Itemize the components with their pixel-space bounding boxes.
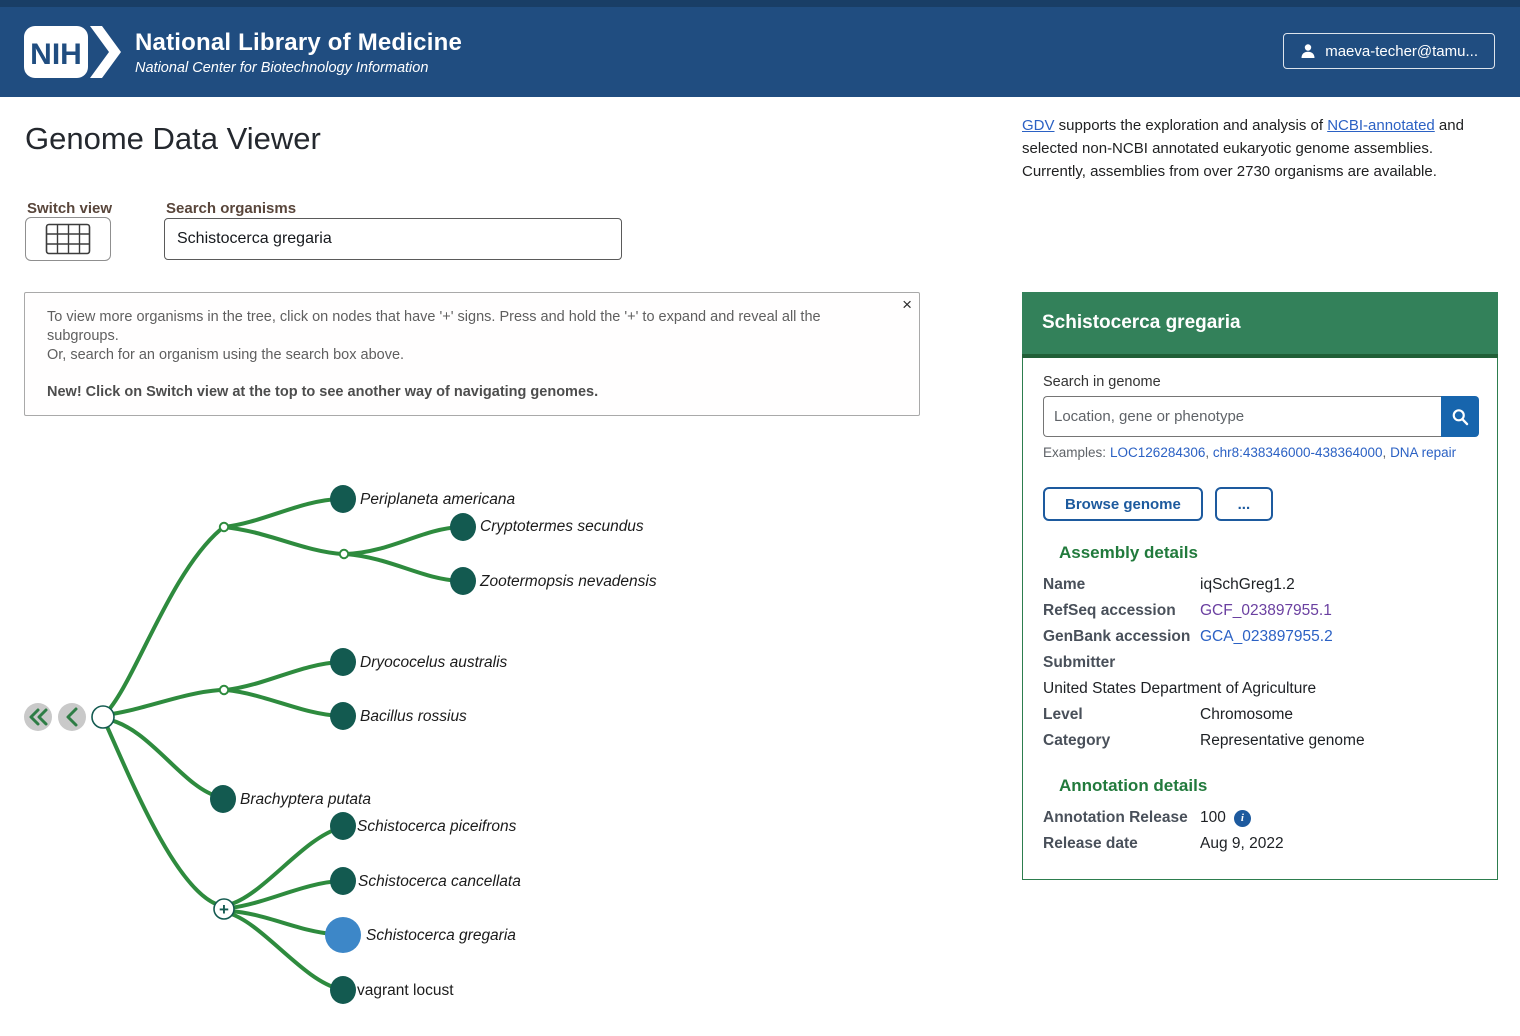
assembly-details-heading: Assembly details bbox=[1059, 543, 1198, 562]
svg-text:NIH: NIH bbox=[30, 38, 82, 71]
annotation-details-heading: Annotation details bbox=[1059, 776, 1208, 795]
tree-node-schistocerca-cancellata[interactable] bbox=[330, 867, 521, 895]
tree-expand-node[interactable] bbox=[214, 899, 234, 919]
svg-text:Periplaneta americana[interactable]: Periplaneta americana bbox=[360, 491, 516, 508]
release-date-row: Release date Aug 9, 2022 bbox=[1043, 835, 1284, 852]
tree-node-zootermopsis-nevadensis[interactable] bbox=[450, 567, 657, 595]
notice-line: To view more organisms in the tree, click on nodes that have '+' signs. Press and hold the '+' to expand and reveal all the bbox=[47, 309, 821, 325]
level-value: Chromosome bbox=[1200, 706, 1294, 723]
page-title: Genome Data Viewer bbox=[25, 121, 321, 156]
example-phenotype-link[interactable]: DNA repair bbox=[1390, 445, 1457, 460]
ncbi-subtitle: National Center for Biotechnology Information bbox=[135, 59, 429, 76]
submitter-value: United States Department of Agriculture bbox=[1043, 680, 1317, 697]
svg-text:Schistocerca gregaria[interactable]: Schistocerca gregaria bbox=[366, 927, 516, 944]
ncbi-annotated-link[interactable]: NCBI-annotated bbox=[1327, 117, 1435, 134]
search-in-genome-input[interactable] bbox=[1043, 396, 1441, 437]
tree-node-dryococelus-australis[interactable] bbox=[330, 648, 508, 676]
genome-search-button[interactable] bbox=[1441, 396, 1479, 437]
refseq-accession-row: RefSeq accession GCF_023897955.1 bbox=[1043, 602, 1332, 619]
svg-text:Brachyptera putata[interactable]: Brachyptera putata bbox=[240, 791, 371, 808]
selected-organism-title: Schistocerca gregaria bbox=[1042, 312, 1241, 333]
svg-text:Schistocerca piceifrons[interactable]: Schistocerca piceifrons bbox=[357, 818, 517, 835]
level-row: Level Chromosome bbox=[1043, 706, 1294, 723]
example-gene-link[interactable]: LOC126284306 bbox=[1110, 445, 1206, 460]
panel-header bbox=[1022, 292, 1498, 358]
tree-root-node[interactable] bbox=[92, 706, 114, 728]
gdv-link[interactable]: GDV bbox=[1022, 117, 1055, 134]
svg-text:Bacillus rossius[interactable]: Bacillus rossius bbox=[360, 708, 467, 725]
plus-icon: + bbox=[219, 900, 229, 919]
category-value: Representative genome bbox=[1200, 732, 1365, 749]
svg-text:Schistocerca cancellata[interactable]: Schistocerca cancellata bbox=[358, 873, 521, 890]
collapse-all-button[interactable] bbox=[24, 703, 52, 731]
submitter-row: Submitter bbox=[1043, 654, 1116, 671]
tree-node-vagrant-locust[interactable] bbox=[330, 976, 454, 1004]
annotation-release-row: Annotation Release 100 i bbox=[1043, 805, 1479, 831]
tree-node-schistocerca-gregaria-selected[interactable] bbox=[325, 917, 516, 953]
organism-detail-panel bbox=[1022, 292, 1498, 880]
tree-node-bacillus-rossius[interactable] bbox=[330, 702, 467, 730]
close-icon[interactable]: × bbox=[902, 295, 912, 314]
search-organisms-label: Search organisms bbox=[166, 200, 297, 217]
intro-text: and selected non-NCBI annotated eukaryotic genome assemblies. Currently, assemblies from over 2730 organisms are available. bbox=[1022, 117, 1464, 180]
search-organisms-input[interactable] bbox=[164, 218, 622, 260]
tree-internal-node[interactable] bbox=[340, 550, 348, 558]
tree-node-cryptotermes-secundus[interactable] bbox=[450, 513, 644, 541]
notice-line: Or, search for an organism using the search box above. bbox=[47, 347, 405, 363]
switch-view-button[interactable] bbox=[25, 217, 111, 261]
search-icon bbox=[1450, 407, 1470, 427]
user-icon bbox=[1300, 43, 1316, 59]
tree-node-brachyptera-putata[interactable] bbox=[210, 785, 371, 813]
intro-text: supports the exploration and analysis of bbox=[1054, 117, 1328, 134]
release-date-value: Aug 9, 2022 bbox=[1200, 835, 1284, 852]
switch-view-label: Switch view bbox=[27, 200, 113, 217]
svg-text:Zootermopsis nevadensis[interactable]: Zootermopsis nevadensis bbox=[480, 573, 657, 590]
notice-new-feature: New! Click on Switch view at the top to see another way of navigating genomes. bbox=[47, 384, 599, 400]
browse-genome-button[interactable]: Browse genome bbox=[1043, 487, 1203, 521]
info-icon[interactable]: i bbox=[1234, 810, 1251, 827]
tree-node-periplaneta-americana[interactable] bbox=[330, 485, 515, 513]
nlm-title: National Library of Medicine bbox=[135, 28, 462, 56]
account-button[interactable] bbox=[1283, 33, 1495, 69]
assembly-name-value: iqSchGreg1.2 bbox=[1200, 576, 1295, 593]
collapse-button[interactable] bbox=[58, 703, 86, 731]
tree-internal-node[interactable] bbox=[220, 523, 228, 531]
notice-line: subgroups. bbox=[47, 328, 119, 344]
phylogenetic-tree bbox=[0, 455, 700, 1036]
genbank-accession-row: GenBank accession GCA_023897955.2 bbox=[1043, 628, 1333, 645]
more-options-button[interactable]: ... bbox=[1215, 487, 1273, 521]
nih-banner bbox=[0, 0, 1520, 97]
tree-edges bbox=[104, 499, 460, 989]
account-email: maeva-techer@tamu... bbox=[1325, 42, 1478, 60]
table-view-icon bbox=[45, 223, 91, 255]
tree-help-notice bbox=[24, 292, 920, 416]
category-row: Category Representative genome bbox=[1043, 732, 1365, 749]
annotation-release-value: 100 bbox=[1200, 809, 1226, 826]
genbank-accession-link[interactable]: GCA_023897955.2 bbox=[1200, 628, 1333, 645]
assembly-name-row: Name iqSchGreg1.2 bbox=[1043, 576, 1295, 593]
svg-text:Cryptotermes secundus[interactable]: Cryptotermes secundus bbox=[480, 518, 644, 535]
svg-text:vagrant locust[interactable]: vagrant locust bbox=[357, 982, 454, 999]
examples-prefix: Examples: bbox=[1043, 445, 1107, 460]
nih-logo-icon bbox=[23, 25, 123, 79]
refseq-accession-link[interactable]: GCF_023897955.1 bbox=[1200, 602, 1332, 619]
search-in-genome-label: Search in genome bbox=[1043, 374, 1161, 390]
search-examples: Examples: LOC126284306, chr8:438346000-438364000, DNA repair bbox=[1043, 445, 1457, 460]
svg-text:Dryococelus australis[interactable]: Dryococelus australis bbox=[360, 654, 508, 671]
nlm-logo[interactable] bbox=[23, 25, 462, 79]
tree-internal-node[interactable] bbox=[220, 686, 228, 694]
gdv-description bbox=[1022, 114, 1500, 183]
example-location-link[interactable]: chr8:438346000-438364000 bbox=[1212, 445, 1383, 460]
tree-node-schistocerca-piceifrons[interactable] bbox=[330, 812, 517, 840]
